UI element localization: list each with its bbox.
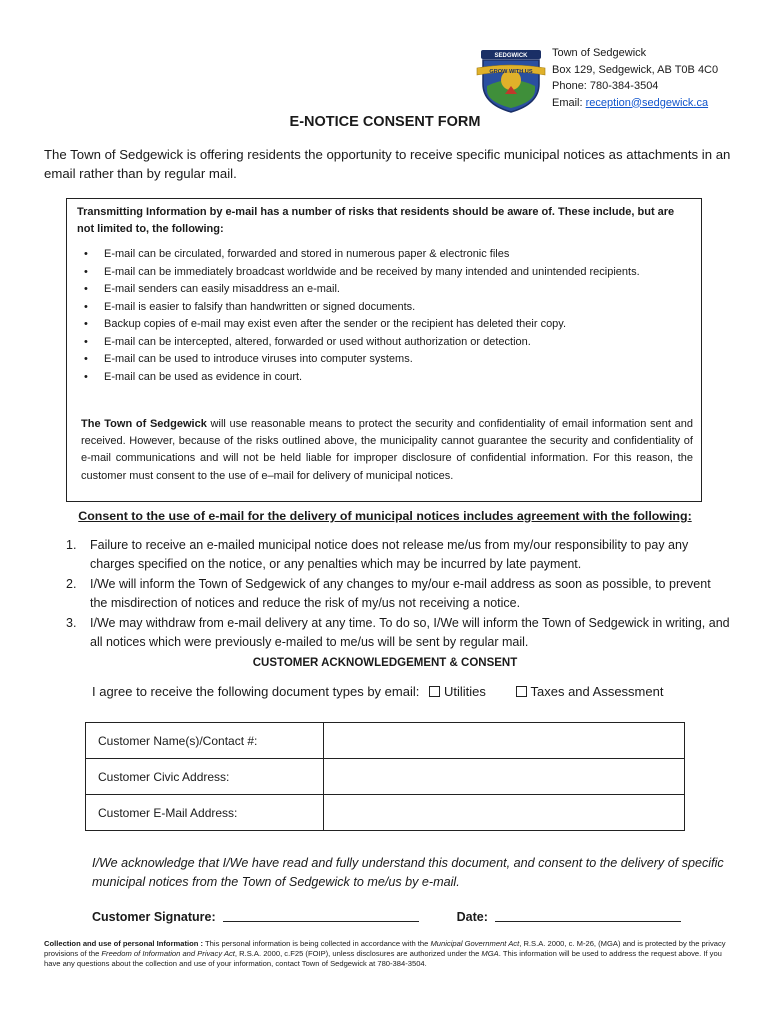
customer-info-table bbox=[85, 722, 685, 831]
list-item bbox=[66, 575, 730, 614]
disclaimer-text: will use reasonable means to protect the security and confidentiality of email information sent and received. However, because of the risks outlined above, the municipality cannot guarantee the security and confidentiality of e-mail communications and will not be held liable for improper disclosure of confidential information. For this reason, the customer must consent to the use of e–mail for delivery of municipal notices. bbox=[81, 418, 693, 482]
taxes-label: Taxes and Assessment bbox=[530, 684, 664, 699]
taxes-checkbox[interactable] bbox=[516, 686, 527, 697]
security-disclaimer bbox=[81, 416, 693, 485]
privacy-text: This personal information is being collected in accordance with the bbox=[203, 939, 431, 948]
risks-list bbox=[104, 246, 684, 386]
town-name-bold: The Town of Sedgewick bbox=[81, 418, 207, 430]
privacy-text: , R.S.A. 2000, c.F25 (FOIP), unless disclosures are authorized under the bbox=[234, 949, 482, 958]
table-row bbox=[86, 795, 685, 831]
civic-address-field[interactable] bbox=[324, 759, 685, 795]
risks-heading: Transmitting Information by e-mail has a number of risks that residents should be aware of. These include, but are not limited to, the following: bbox=[77, 206, 675, 235]
acknowledgement-statement: I/We acknowledge that I/We have read and fully understand this document, and consent to the delivery of specific municipal notices from the Town of Sedgewick to me/us by e-mail. bbox=[92, 856, 724, 889]
intro-paragraph: The Town of Sedgewick is offering residents the opportunity to receive specific municipal notices as attachments in an email rather than by regular mail. bbox=[44, 147, 731, 181]
town-address-block bbox=[552, 45, 718, 111]
signature-label: Customer Signature: bbox=[92, 910, 216, 924]
field-label: Customer Civic Address: bbox=[86, 759, 324, 795]
table-row bbox=[86, 723, 685, 759]
signature-line bbox=[92, 910, 681, 924]
list-item: • E-mail can be immediately broadcast worldwide and be received by many intended and unintended recipients. bbox=[104, 264, 684, 282]
email-line bbox=[552, 95, 718, 112]
list-item: • E-mail can be used to introduce viruses into computer systems. bbox=[104, 351, 684, 369]
form-title: E-NOTICE CONSENT FORM bbox=[289, 114, 481, 130]
privacy-text: . This information will be used to address the request above. If you have any questions about the collection and use of your information, contact Town of Sedgewick at 780-384-3504. bbox=[44, 949, 722, 968]
address-line: Town of Sedgewick bbox=[552, 47, 647, 59]
table-row bbox=[86, 759, 685, 795]
document-types-prompt: I agree to receive the following document types by email: bbox=[92, 684, 420, 699]
list-item: • E-mail can be circulated, forwarded and stored in numerous paper & electronic files bbox=[104, 246, 684, 264]
address-line: Box 129, Sedgewick, AB T0B 4C0 bbox=[552, 63, 719, 76]
privacy-heading: Collection and use of personal Information : bbox=[44, 939, 204, 948]
signature-field[interactable] bbox=[223, 921, 419, 922]
utilities-label: Utilities bbox=[443, 684, 486, 699]
item-text: Failure to receive an e-mailed municipal notice does not release me/us from my/our responsibility to pay any charges specified on the notice, or any penalties which may be incurred by late payment. bbox=[90, 538, 689, 572]
svg-text:GROW WITH US: GROW WITH US bbox=[489, 69, 533, 75]
list-item: • E-mail senders can easily misaddress an e-mail. bbox=[104, 281, 684, 299]
list-item: • E-mail can be used as evidence in court. bbox=[104, 369, 684, 387]
item-number: 1. bbox=[66, 538, 77, 552]
privacy-act-ref: Freedom of Information and Privacy Act bbox=[101, 949, 235, 958]
date-field[interactable] bbox=[495, 921, 681, 922]
item-text: I/We may withdraw from e-mail delivery at any time. To do so, I/We will inform the Town of Sedgewick in writing, and all notices which were previously e-mailed to me/us will be sent by regular mail. bbox=[90, 615, 730, 650]
address-line: Phone: 780-384-3504 bbox=[552, 80, 659, 92]
email-address-field[interactable] bbox=[324, 795, 685, 831]
item-number: 2. bbox=[66, 576, 77, 591]
email-link[interactable]: reception@sedgewick.ca bbox=[585, 96, 709, 109]
list-item: • E-mail can be intercepted, altered, forwarded or used without authorization or detection. bbox=[104, 334, 684, 352]
list-item bbox=[66, 614, 730, 653]
list-item: • E-mail is easier to falsify than handwritten or signed documents. bbox=[104, 299, 684, 317]
field-label: Customer Name(s)/Contact #: bbox=[86, 723, 324, 759]
privacy-text: , R.S.A. 2000, c. M-26, (MGA) and is protected by the privacy provisions of the bbox=[44, 939, 726, 958]
utilities-checkbox[interactable] bbox=[429, 686, 440, 697]
privacy-act-ref: MGA bbox=[481, 949, 499, 958]
document-types-line bbox=[92, 684, 663, 699]
customer-name-field[interactable] bbox=[324, 723, 685, 759]
list-item bbox=[66, 536, 730, 575]
date-label: Date: bbox=[456, 910, 488, 924]
privacy-act-ref: Municipal Government Act bbox=[430, 939, 520, 948]
item-text: I/We will inform the Town of Sedgewick of any changes to my/our e-mail address as soon as possible, to prevent the misdirection of notices and reduce the risk of my/us not receiving a notice. bbox=[90, 576, 711, 611]
field-label: Customer E-Mail Address: bbox=[86, 795, 324, 831]
email-label: Email: bbox=[552, 96, 583, 109]
consent-heading: Consent to the use of e-mail for the delivery of municipal notices includes agreement with the following: bbox=[78, 509, 692, 523]
svg-text:SEDGWICK: SEDGWICK bbox=[494, 53, 528, 59]
item-number: 3. bbox=[66, 615, 77, 630]
list-item: • Backup copies of e-mail may exist even after the sender or the recipient has deleted their copy. bbox=[104, 316, 684, 334]
town-crest-logo bbox=[475, 46, 547, 114]
consent-agreement-list bbox=[66, 536, 730, 652]
risks-box bbox=[66, 198, 702, 502]
privacy-notice bbox=[44, 939, 730, 969]
acknowledgement-heading: CUSTOMER ACKNOWLEDGEMENT & CONSENT bbox=[252, 657, 518, 669]
